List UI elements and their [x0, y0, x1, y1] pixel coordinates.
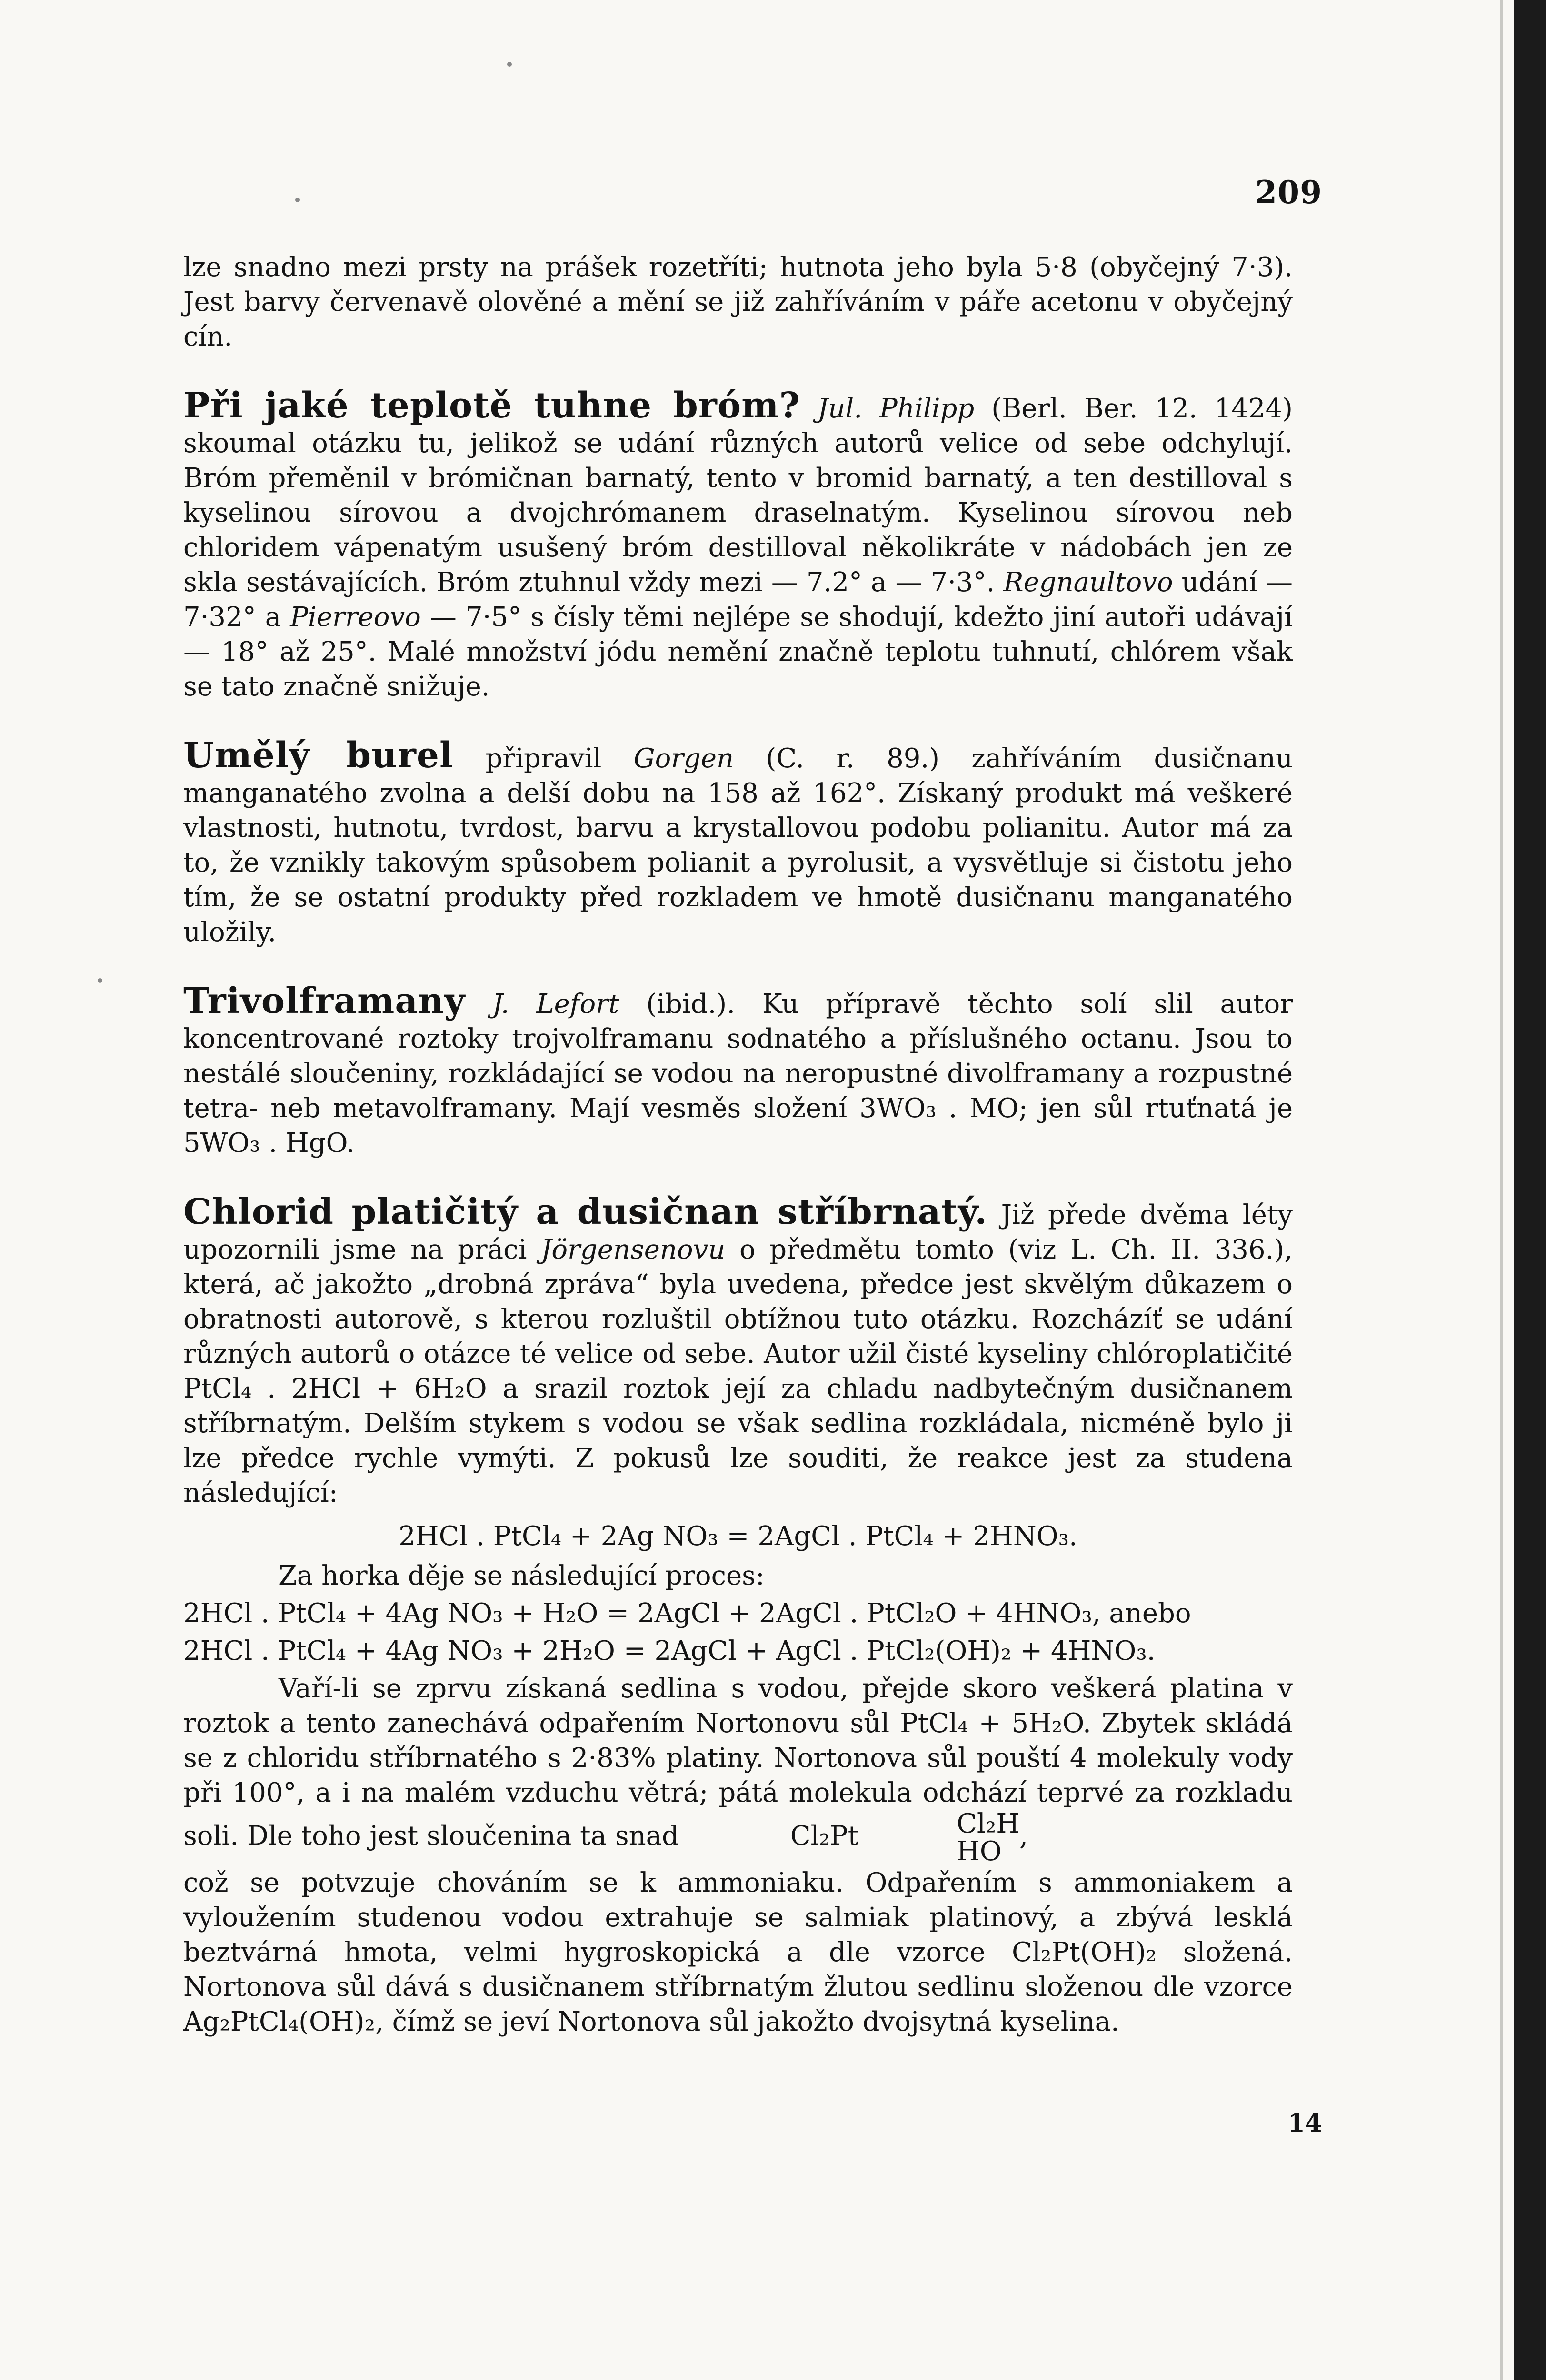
dust-speck	[507, 62, 512, 67]
formula-top: Cl₂H	[957, 1808, 1020, 1839]
section-trivolframany	[183, 981, 1293, 1160]
article-text	[183, 250, 1293, 2039]
page-number: 209	[1255, 174, 1322, 211]
equation-hot-1: 2HCl . PtCl₄ + 4Ag NO₃ + H₂O = 2AgCl + 2AgCl . PtCl₂O + 4HNO₃, anebo	[183, 1598, 1191, 1629]
equation-cold: 2HCl . PtCl₄ + 2Ag NO₃ = 2AgCl . PtCl₄ + 2HNO₃.	[399, 1521, 1077, 1552]
paragraph-text: (Berl. Ber. 12. 1424) skoumal otázku tu, jelikož se udání různých autorů velice od sebe odchylují. Bróm přeměnil v brómičnan barnatý, tento v bromid barnatý, a ten destilloval s kyselinou sírovou a dvojchrómanem draselnatým. Kyselinou sírovou neb chloridem vápenatým usušený bróm destilloval několikráte v nádobách jen ze skla sestávajících. Bróm ztuhnul vždy mezi — 7.2° a — 7·3°.	[183, 393, 1293, 598]
formula-stack	[861, 1810, 1019, 1865]
dust-speck	[98, 978, 102, 983]
author-name: J. Lefort	[492, 989, 619, 1020]
author-name: Gorgen	[633, 743, 734, 774]
section-brom	[183, 385, 1293, 704]
scan-border	[1514, 0, 1546, 2380]
formula-bottom: HO	[957, 1836, 1002, 1867]
section-chlorid	[183, 1191, 1293, 1510]
paragraph-text: což se potvzuje chováním se k ammoniaku. Odpařením s ammoniakem a vyloužením studenou vodou extrahuje se salmiak platinový, a zbývá lesklá beztvárná hmota, velmi hygroskopická a dle vzorce Cl₂Pt(OH)₂ složená. Nortonova sůl dává s dusičnanem stříbrnatým žlutou sedlinu složenou dle vzorce Ag₂PtCl₄(OH)₂, čímž se jeví Nortonova sůl jakožto dvojsytná kyselina.	[183, 1867, 1293, 2037]
intro-paragraph: lze snadno mezi prsty na prášek rozetříti; hutnota jeho byla 5·8 (obyčejný 7·3). Jest barvy červenavě olověné a mění se již zahříváním v páře acetonu v obyčejný cín.	[183, 252, 1293, 352]
author-name: Regnaultovo	[1003, 567, 1173, 598]
dust-speck	[295, 198, 300, 202]
section-heading: Trivolframany	[183, 981, 466, 1021]
paragraph-text: Vaří-li se zprvu získaná sedlina s vodou, přejde skoro veškerá platina v roztok a tento zanechává odpařením Nortonovu sůl PtCl₄ + 5H₂O. Zbytek skládá se z chloridu stříbrnatého s 2·83% platiny. Nortonova sůl pouští 4 molekuly vody při 100°, a i na malém vzduchu větrá; pátá molekula odchází teprvé za rozkladu soli. Dle toho jest sloučenina ta snad	[183, 1673, 1293, 1852]
paragraph-text: — 7·5° s čísly těmi nejlépe se shodují, kdežto jiní autoři udávají — 18° až 25°. Malé množství jódu nemění značně teplotu tuhnutí, chlórem však se tato značně snižuje.	[183, 602, 1293, 702]
paragraph-text: Za horka děje se následující proces:	[279, 1560, 765, 1591]
author-name: Jul. Philipp	[817, 393, 975, 424]
paragraph-text: Již přede dvěma léty upozornili jsme na práci	[183, 1200, 1293, 1265]
page-edge-shadow	[1500, 0, 1503, 2380]
equation-hot-2: 2HCl . PtCl₄ + 4Ag NO₃ + 2H₂O = 2AgCl + AgCl . PtCl₂(OH)₂ + 4HNO₃.	[183, 1636, 1156, 1666]
section-burel	[183, 735, 1293, 950]
signature-mark: 14	[1287, 2109, 1322, 2138]
structural-formula	[695, 1810, 1028, 1865]
section-heading: Chlorid platičitý a dusičnan stříbrnatý.	[183, 1191, 988, 1232]
formula-suffix: ,	[1019, 1820, 1028, 1852]
paragraph-text: o předmětu tomto (viz L. Ch. II. 336.), která, ač jakožto „drobná zpráva“ byla uvedena, předce jest skvělým důkazem o obratnosti autorově, s kterou rozluštil obtížnou tuto otázku. Rozcházíť se udání různých autorů o otázce té velice od sebe. Autor užil čisté kyseliny chlóroplatičité PtCl₄ . 2HCl + 6H₂O a srazil roztok její za chladu nadbytečným dusičnanem stříbrnatým. Delším stykem s vodou se však sedlina rozkládala, nicméně bylo ji lze předce rychle vymýti. Z pokusů lze souditi, že reakce jest za studena následující:	[183, 1234, 1293, 1508]
paragraph-text: (ibid.). Ku přípravě těchto solí slil autor koncentrované roztoky trojvolframanu sodnatého a příslušného octanu. Jsou to nestálé sloučeniny, rozkládající se vodou na neropustné divolframany a rozpustné tetra- neb metavolframany. Mají vesměs složení 3WO₃ . MO; jen sůl rtuťnatá je 5WO₃ . HgO.	[183, 989, 1293, 1159]
section-heading: Při jaké teplotě tuhne bróm?	[183, 385, 800, 426]
section-heading: Umělý burel	[183, 735, 454, 776]
paragraph-text: připravil	[485, 743, 602, 774]
norton-paragraph	[183, 1671, 1293, 1865]
formula-base: Cl₂Pt	[790, 1820, 859, 1852]
author-name: Pierreovo	[290, 602, 421, 633]
paragraph-text: (C. r. 89.) zahříváním dusičnanu manganatého zvolna a delší dobu na 158 až 162°. Získaný produkt má veškeré vlastnosti, hutnotu, tvrdost, barvu a krystallovou podobu polianitu. Autor má za to, že vznikly takovým spůsobem polianit a pyrolusit, a vysvětluje si čistotu jeho tím, že se ostatní produkty před rozkladem ve hmotě dusičnanu manganatého uložily.	[183, 743, 1293, 948]
author-name: Jörgensenovu	[540, 1234, 726, 1265]
paragraph-text: udání — 7·32° a	[183, 567, 1293, 633]
